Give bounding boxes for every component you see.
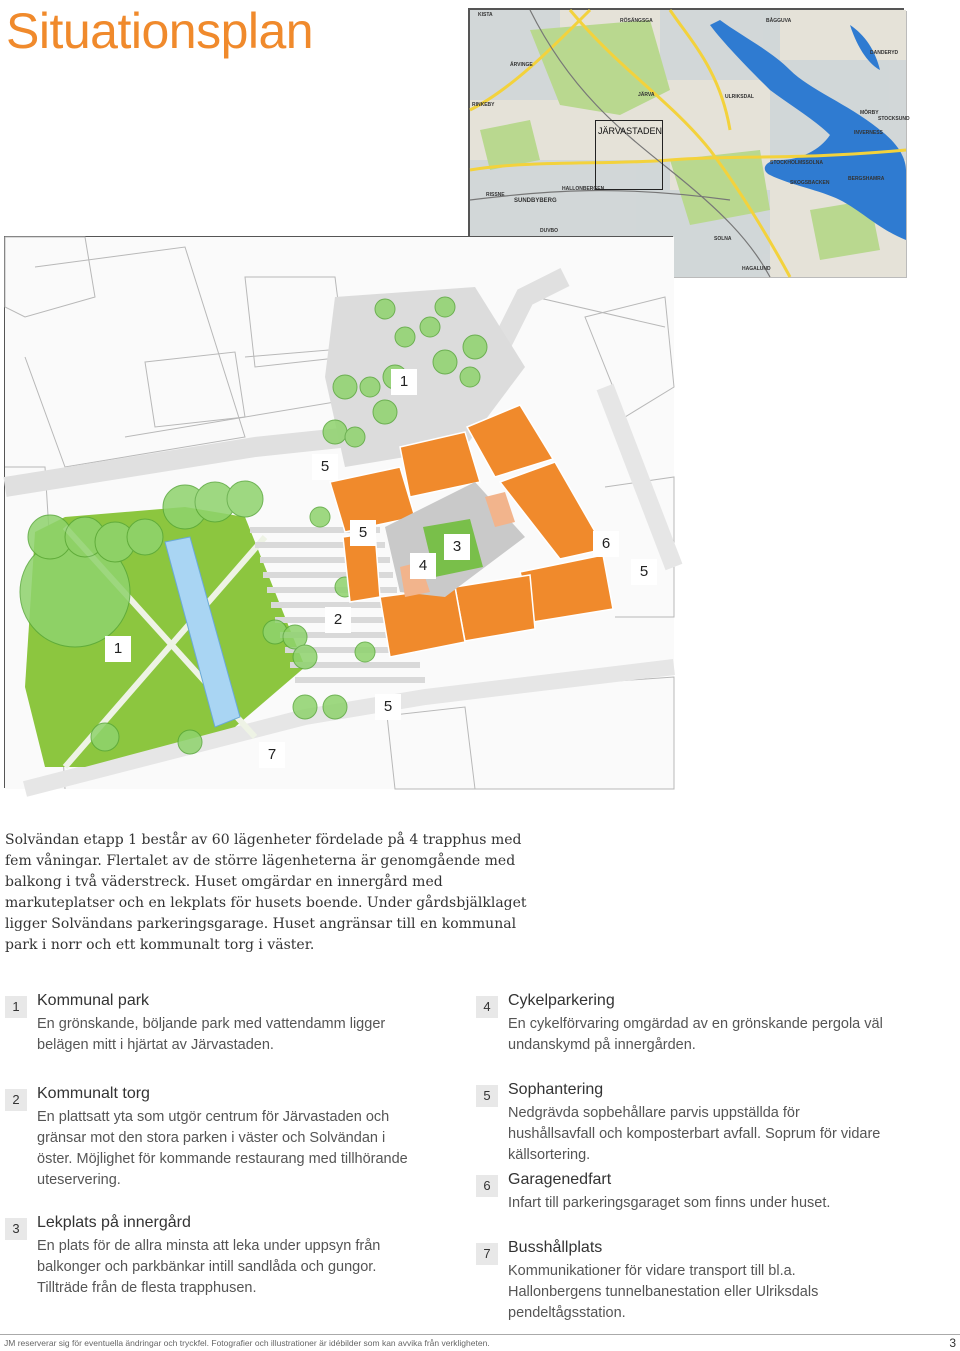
map-label: DUVBO [540,228,559,234]
legend-badge: 1 [5,996,27,1018]
legend-badge: 7 [476,1243,498,1265]
page-title: Situationsplan [6,3,314,59]
map-label: KISTA [478,12,493,18]
plan-marker: 5 [350,520,376,546]
map-label: SOLNA [714,236,732,242]
jarvastaden-label: JÄRVASTADEN [598,126,663,136]
map-label: JÄRVA [638,92,655,98]
map-label: ÄRVINGE [510,62,533,68]
plan-marker: 7 [259,742,285,768]
plan-marker: 2 [325,607,351,633]
map-label: INVERNESS [854,130,883,136]
map-label: MÖRBY [860,110,879,116]
map-label: DANDERYD [870,50,899,56]
footer-disclaimer: JM reserverar sig för eventuella ändringar och tryckfel. Fotografier och illustrationer är idébilder som kan avvika från verkligheten. [4,1338,490,1348]
map-label: HALLONBERGEN [562,186,605,192]
legend-text: Kommunikationer för vidare transport till bl.a. Hallonbergens tunnelbanestation eller Ulriksdals pendeltågsstation. [508,1263,819,1321]
map-label: BÅGGUVA [766,18,792,24]
legend-title: Cykelparkering [508,992,615,1009]
plan-marker: 1 [391,369,417,395]
plan-marker: 4 [410,553,436,579]
legend-title: Lekplats på innergård [37,1214,191,1231]
legend-badge: 6 [476,1175,498,1197]
plan-marker: 5 [375,694,401,720]
map-label: STOCKHOLMSSOLNA [770,160,823,166]
legend-badge: 4 [476,996,498,1018]
plan-marker: 3 [444,534,470,560]
site-plan-graphic [5,237,674,789]
map-label: BERGSHAMRA [848,176,885,182]
plan-marker: 1 [105,636,131,662]
legend-text: En plattsatt yta som utgör centrum för Järvastaden och gränsar mot den stora parken i väster och Solvändan i öster. Möjlighet för kommande restaurang med tillhörande uteservering. [37,1109,408,1188]
legend-text: En grönskande, böljande park med vattendamm ligger belägen mitt i hjärtat av Järvastaden. [37,1016,386,1053]
legend-text: En plats för de allra minsta att leka under uppsyn från balkonger och parkbänkar intill sandlåda och gungor. Tillträde från de flesta trapphusen. [37,1238,381,1296]
page-number: 3 [949,1336,956,1350]
legend-badge: 5 [476,1085,498,1107]
legend-title: Kommunalt torg [37,1085,150,1102]
map-label: RÖSÄNGSGA [620,18,653,24]
site-plan [4,236,673,788]
legend-title: Kommunal park [37,992,150,1009]
legend-title: Sophantering [508,1081,604,1098]
legend-text: Infart till parkeringsgaraget som finns under huset. [508,1195,831,1211]
map-label: SKOGSBACKEN [790,180,830,186]
map-label: RISSNE [486,192,505,198]
map-label: STOCKSUND [878,116,910,122]
project-description: Solvändan etapp 1 består av 60 lägenheter fördelade på 4 trapphus med fem våningar. Flertalet av de större lägenheterna är genomgående med balkong i två väderstreck. Huset omgärdar en innergård med markuteplatser och en lekplats för husets boende. Under gårdsbjälklaget ligger Solvändans parkeringsgarage. Huset angränsar till en kommunal park i norr och ett kommunalt torg i väster. [5,832,527,953]
legend-title: Busshållplats [508,1239,603,1256]
map-label: ULRIKSDAL [725,94,754,100]
plan-marker: 6 [593,531,619,557]
legend-badge: 3 [5,1218,27,1240]
legend-title: Garagenedfart [508,1171,612,1188]
legend-text: Nedgrävda sopbehållare parvis uppställda för hushållsavfall och komposterbart avfall. Soprum för vidare källsortering. [508,1105,881,1163]
map-label: HAGALUND [742,266,771,272]
locator-map [468,8,910,275]
legend-badge: 2 [5,1089,27,1111]
map-label: RINKEBY [472,102,495,108]
plan-marker: 5 [312,454,338,480]
footer-divider [0,1334,960,1335]
map-label: SUNDBYBERG [514,198,557,204]
legend-text: En cykelförvaring omgärdad av en grönskande pergola väl undanskymd på innergården. [508,1016,883,1053]
plan-marker: 5 [631,559,657,585]
